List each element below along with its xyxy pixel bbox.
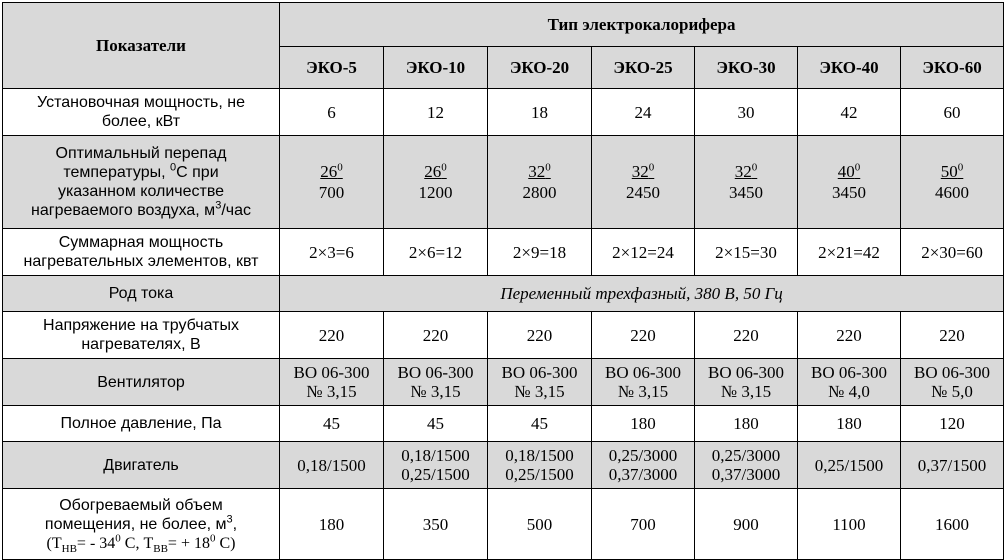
- cell-fan: ВО 06-300 № 5,0: [901, 359, 1004, 406]
- cell-value: 24: [592, 89, 695, 136]
- model-header: ЭКО-5: [280, 47, 384, 89]
- cell-fraction: $\frac{32^0}{2450}$: [592, 136, 695, 229]
- row-label: Двигатель: [3, 442, 280, 489]
- row-pressure: [3, 406, 1004, 442]
- row-fan: [3, 359, 1004, 406]
- model-header: ЭКО-60: [901, 47, 1004, 89]
- cell-value: 1600: [901, 489, 1004, 560]
- cell-value: 350: [384, 489, 488, 560]
- cell-fraction: $\frac{26^0}{700}$: [280, 136, 384, 229]
- row-label: Установочная мощность, не более, кВт: [3, 89, 280, 136]
- cell-value: 220: [384, 312, 488, 359]
- cell-value: 220: [798, 312, 901, 359]
- cell-value: 120: [901, 406, 1004, 442]
- cell-value: 900: [695, 489, 798, 560]
- cell-value: 60: [901, 89, 1004, 136]
- cell-value: 180: [798, 406, 901, 442]
- cell-fan: ВО 06-300 № 4,0: [798, 359, 901, 406]
- cell-fraction: $\frac{32^0}{3450}$: [695, 136, 798, 229]
- spec-table: [2, 2, 1004, 560]
- cell-value: 2×9=18: [488, 229, 592, 276]
- cell-value: 700: [592, 489, 695, 560]
- model-header: ЭКО-20: [488, 47, 592, 89]
- cell-current-value: Переменный трехфазный, 380 В, 50 Гц: [280, 276, 1004, 312]
- cell-value: 220: [488, 312, 592, 359]
- cell-value: 1100: [798, 489, 901, 560]
- cell-motor: 0,37/1500: [901, 442, 1004, 489]
- cell-value: 18: [488, 89, 592, 136]
- cell-value: 2×21=42: [798, 229, 901, 276]
- cell-value: 2×3=6: [280, 229, 384, 276]
- row-label: Вентилятор: [3, 359, 280, 406]
- cell-fan: ВО 06-300 № 3,15: [695, 359, 798, 406]
- cell-value: 2×12=24: [592, 229, 695, 276]
- cell-fan: ВО 06-300 № 3,15: [384, 359, 488, 406]
- cell-value: 45: [488, 406, 592, 442]
- cell-fan: ВО 06-300 № 3,15: [592, 359, 695, 406]
- cell-value: 220: [901, 312, 1004, 359]
- cell-value: 42: [798, 89, 901, 136]
- cell-value: 2×15=30: [695, 229, 798, 276]
- row-voltage: [3, 312, 1004, 359]
- row-temp: [3, 136, 1004, 229]
- cell-value: 12: [384, 89, 488, 136]
- cell-value: 180: [592, 406, 695, 442]
- row-label: Суммарная мощность нагревательных элементов, квт: [3, 229, 280, 276]
- cell-fraction: $\frac{26^0}{1200}$: [384, 136, 488, 229]
- cell-value: 220: [280, 312, 384, 359]
- row-label: Полное давление, Па: [3, 406, 280, 442]
- row-power: [3, 89, 1004, 136]
- model-header: ЭКО-30: [695, 47, 798, 89]
- row-label: Обогреваемый объем помещения, не более, $м^3$, ($Т_{НВ}= - 34^0$ С, $Т_{ВВ}= + 18^0$ С): [3, 489, 280, 560]
- row-label: Напряжение на трубчатых нагревателях, В: [3, 312, 280, 359]
- cell-fan: ВО 06-300 № 3,15: [488, 359, 592, 406]
- row-heating: [3, 229, 1004, 276]
- cell-value: 180: [695, 406, 798, 442]
- model-header: ЭКО-40: [798, 47, 901, 89]
- row-motor: [3, 442, 1004, 489]
- cell-motor: 0,18/1500 0,25/1500: [384, 442, 488, 489]
- row-volume: [3, 489, 1004, 560]
- cell-value: 180: [280, 489, 384, 560]
- cell-motor: 0,18/1500 0,25/1500: [488, 442, 592, 489]
- cell-value: 45: [384, 406, 488, 442]
- cell-motor: 0,25/1500: [798, 442, 901, 489]
- cell-value: 220: [592, 312, 695, 359]
- model-header: ЭКО-25: [592, 47, 695, 89]
- cell-fan: ВО 06-300 № 3,15: [280, 359, 384, 406]
- cell-value: 2×30=60: [901, 229, 1004, 276]
- cell-fraction: $\frac{32^0}{2800}$: [488, 136, 592, 229]
- row-label: Оптимальный перепад температуры, $^0$С при указанном количестве нагреваемого воздуха, $м^3$/час: [3, 136, 280, 229]
- cell-fraction: $\frac{50^0}{4600}$: [901, 136, 1004, 229]
- header-indicators: Показатели: [3, 3, 280, 89]
- cell-motor: 0,18/1500: [280, 442, 384, 489]
- cell-value: 2×6=12: [384, 229, 488, 276]
- cell-value: 6: [280, 89, 384, 136]
- row-current: [3, 276, 1004, 312]
- cell-value: 45: [280, 406, 384, 442]
- cell-motor: 0,25/3000 0,37/3000: [592, 442, 695, 489]
- cell-value: 500: [488, 489, 592, 560]
- model-header: ЭКО-10: [384, 47, 488, 89]
- cell-value: 30: [695, 89, 798, 136]
- cell-motor: 0,25/3000 0,37/3000: [695, 442, 798, 489]
- row-label: Род тока: [3, 276, 280, 312]
- cell-fraction: $\frac{40^0}{3450}$: [798, 136, 901, 229]
- header-type-title: Тип электрокалорифера: [280, 3, 1004, 47]
- cell-value: 220: [695, 312, 798, 359]
